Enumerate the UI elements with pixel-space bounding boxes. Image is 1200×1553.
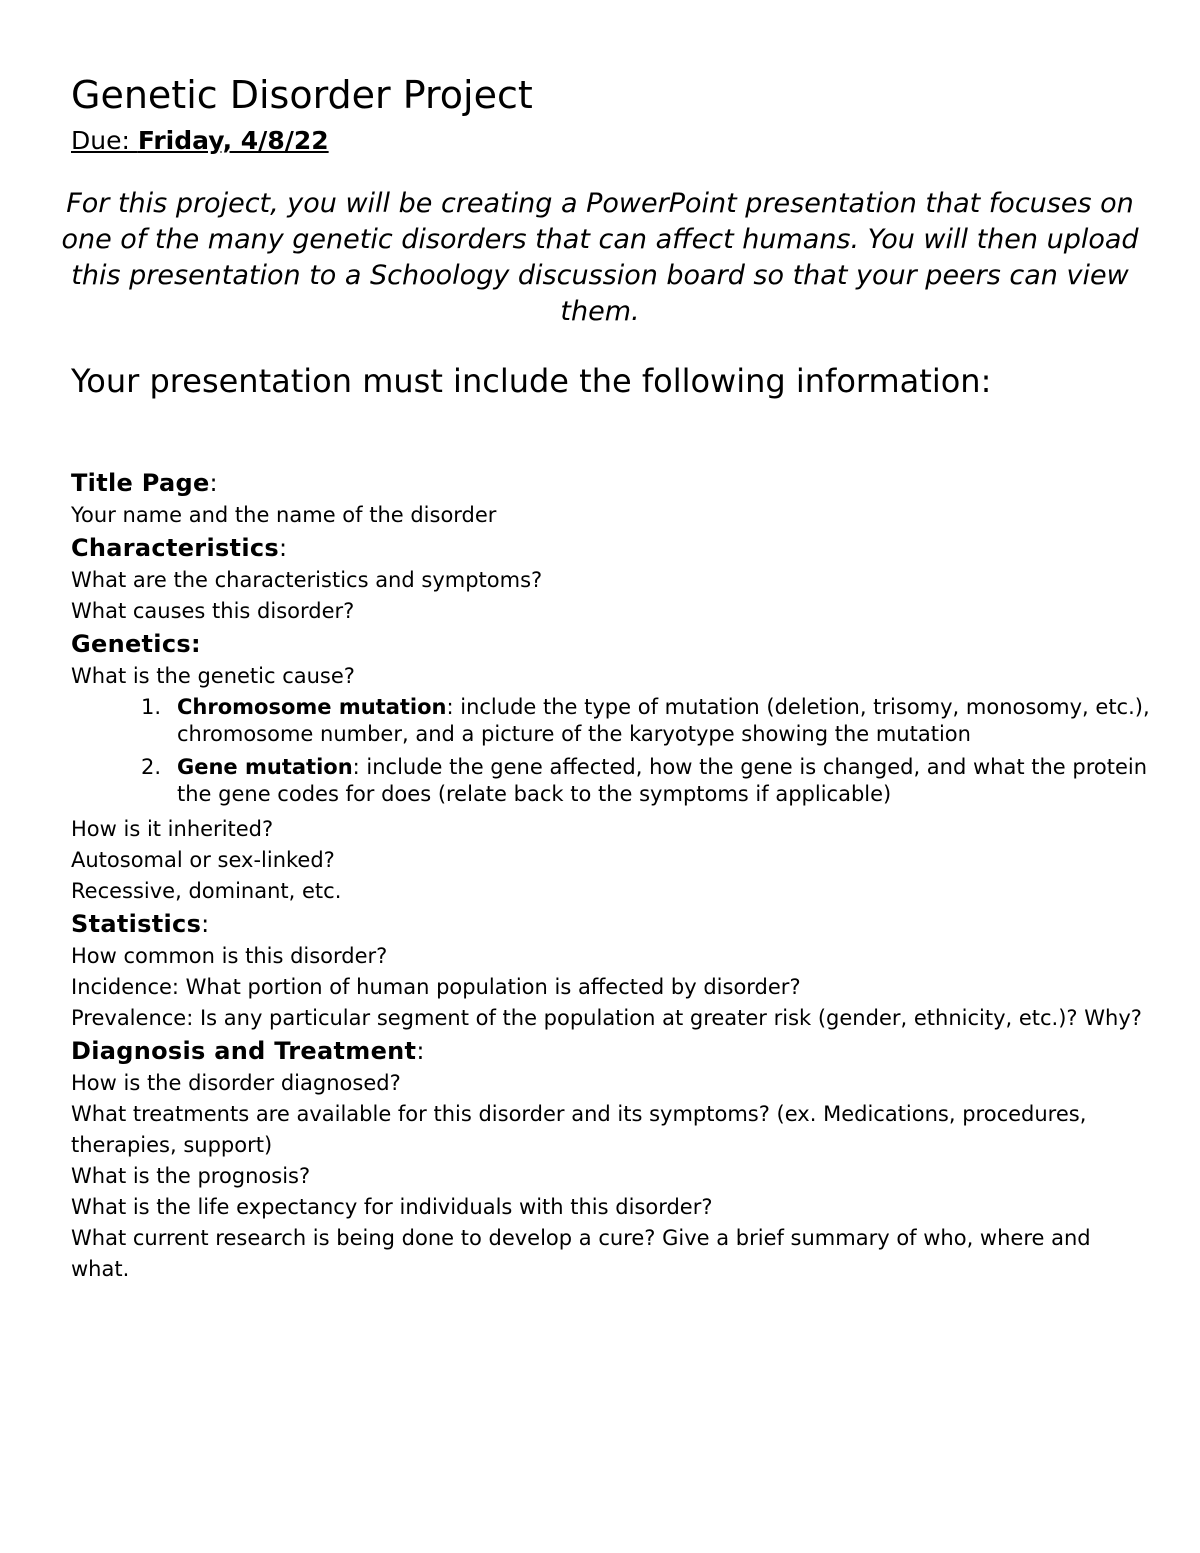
list-number: 2. (141, 755, 162, 779)
list-text: : include the gene affected, how the gene is changed, and what the protein the gene codes for does (relate back to the symptoms if applicable) (177, 755, 1148, 806)
statistics-line: Prevalence: Is any particular segment of the population at greater risk (gender, ethnicity, etc.)? Why? (71, 1006, 1142, 1030)
due-label: Due: (71, 126, 138, 155)
requirements-content (71, 466, 1151, 1285)
list-term: Chromosome mutation (177, 695, 447, 719)
diagnosis-line: What treatments are available for this disorder and its symptoms? (ex. Medications, procedures, therapies, support) (71, 1102, 1087, 1157)
section-heading-characteristics: Characteristics: (71, 534, 288, 562)
section-heading-diagnosis: Diagnosis and Treatment: (71, 1037, 425, 1065)
due-date-line (71, 124, 329, 158)
section-heading-statistics: Statistics: (71, 910, 210, 938)
document-title: Genetic Disorder Project (71, 73, 533, 117)
section-heading-genetics: Genetics: (71, 630, 201, 658)
mutation-list (71, 694, 1151, 808)
list-number: 1. (141, 695, 162, 719)
section-heading-title-page: Title Page: (71, 469, 218, 497)
list-item-gene-mutation (141, 754, 1151, 808)
list-text: : include the type of mutation (deletion, trisomy, monosomy, etc.), chromosome number, and a picture of the karyotype showing the mutation (177, 695, 1150, 746)
genetics-line: How is it inherited? (71, 817, 274, 841)
statistics-line: Incidence: What portion of human population is affected by disorder? (71, 975, 801, 999)
list-item-chromosome-mutation (141, 694, 1151, 748)
diagnosis-line: What current research is being done to develop a cure? Give a brief summary of who, where and what. (71, 1226, 1091, 1281)
title-page-line: Your name and the name of the disorder (71, 503, 497, 527)
statistics-line: How common is this disorder? (71, 944, 388, 968)
requirements-heading: Your presentation must include the following information: (71, 362, 992, 400)
list-term: Gene mutation (177, 755, 353, 779)
due-date: Friday, 4/8/22 (137, 126, 329, 155)
characteristics-line: What causes this disorder? (71, 599, 355, 623)
genetics-intro-line: What is the genetic cause? (71, 664, 355, 688)
genetics-line: Autosomal or sex-linked? (71, 848, 335, 872)
project-intro: For this project, you will be creating a PowerPoint presentation that focuses on one of the many genetic disorders that can affect humans. You will then upload this presentation to a Schoology discussion board so that your peers can view them. (61, 188, 1139, 327)
diagnosis-line: How is the disorder diagnosed? (71, 1071, 401, 1095)
diagnosis-line: What is the life expectancy for individuals with this disorder? (71, 1195, 713, 1219)
diagnosis-line: What is the prognosis? (71, 1164, 311, 1188)
genetics-line: Recessive, dominant, etc. (71, 879, 342, 903)
characteristics-line: What are the characteristics and symptoms? (71, 568, 543, 592)
